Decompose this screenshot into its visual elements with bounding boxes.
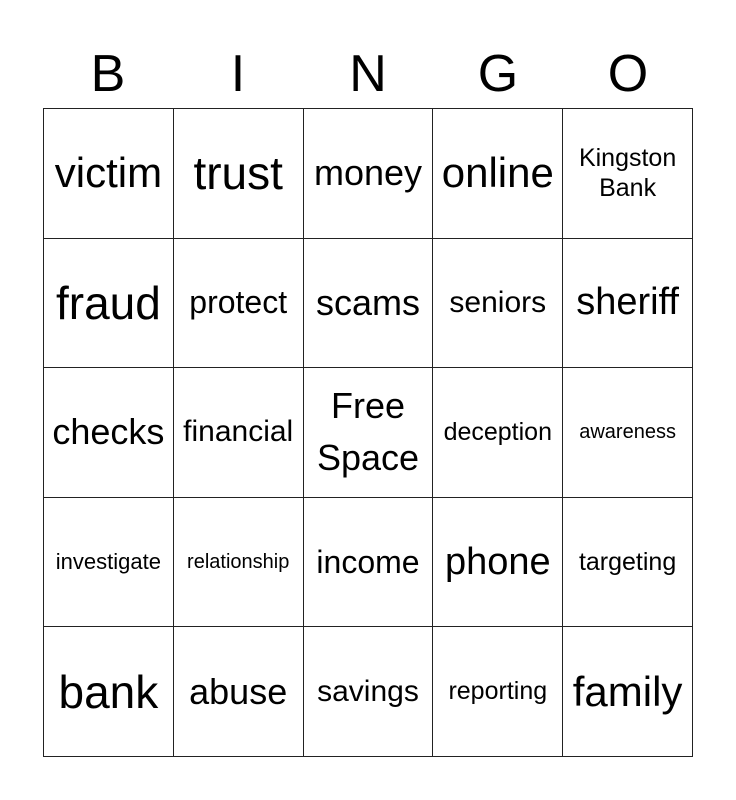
bingo-cell[interactable] <box>174 627 304 757</box>
cell-word: awareness <box>579 420 676 443</box>
cell-word: seniors <box>449 285 547 319</box>
bingo-cell[interactable] <box>44 627 174 757</box>
header-letter-n: N <box>349 45 387 103</box>
header-letter-o: O <box>607 45 649 103</box>
bingo-cell[interactable] <box>563 627 693 757</box>
header-letter-b: B <box>90 45 126 103</box>
bingo-cell[interactable] <box>433 368 563 498</box>
bingo-cell[interactable] <box>304 109 434 239</box>
bingo-cell[interactable] <box>44 498 174 628</box>
cell-word: savings <box>317 674 419 708</box>
bingo-cell[interactable] <box>563 109 693 239</box>
bingo-cell[interactable] <box>433 498 563 628</box>
cell-word: investigate <box>55 549 161 575</box>
bingo-cell[interactable] <box>174 498 304 628</box>
header-letter-i: I <box>230 45 246 103</box>
cell-word: financial <box>183 415 294 449</box>
cell-word: reporting <box>448 677 548 706</box>
cell-word: bank <box>58 665 159 718</box>
cell-word: scams <box>315 281 420 323</box>
cell-word: income <box>316 543 420 580</box>
bingo-board <box>43 108 693 757</box>
bingo-cell[interactable] <box>44 109 174 239</box>
bingo-cell[interactable] <box>563 368 693 498</box>
cell-word: family <box>572 667 683 715</box>
cell-word: deception <box>443 417 552 446</box>
bingo-cell[interactable] <box>433 239 563 369</box>
bingo-cell[interactable] <box>44 239 174 369</box>
free-space-cell <box>304 368 434 498</box>
cell-word: fraud <box>55 276 161 329</box>
cell-word: targeting <box>578 547 677 576</box>
bingo-cell[interactable] <box>44 368 174 498</box>
cell-word: phone <box>444 540 551 583</box>
free-space-label: Free Space <box>316 385 420 479</box>
bingo-cell[interactable] <box>304 239 434 369</box>
bingo-cell[interactable] <box>433 627 563 757</box>
header-letter-g: G <box>477 45 519 103</box>
cell-word: sheriff <box>576 281 679 324</box>
cell-word: protect <box>189 284 288 321</box>
bingo-cell[interactable] <box>563 239 693 369</box>
bingo-header <box>43 40 693 108</box>
bingo-cell[interactable] <box>174 109 304 239</box>
cell-word: trust <box>193 147 283 200</box>
bingo-cell[interactable] <box>174 239 304 369</box>
bingo-cell[interactable] <box>433 109 563 239</box>
cell-word: abuse <box>189 670 288 712</box>
cell-word: online <box>441 149 554 197</box>
cell-word: checks <box>52 411 165 453</box>
bingo-cell[interactable] <box>304 498 434 628</box>
bingo-cell[interactable] <box>304 627 434 757</box>
cell-word: victim <box>54 149 163 197</box>
bingo-cell[interactable] <box>174 368 304 498</box>
bingo-cell[interactable] <box>563 498 693 628</box>
cell-word: Kingston Bank <box>578 144 677 203</box>
cell-word: money <box>313 152 423 194</box>
cell-word: relationship <box>187 550 290 573</box>
